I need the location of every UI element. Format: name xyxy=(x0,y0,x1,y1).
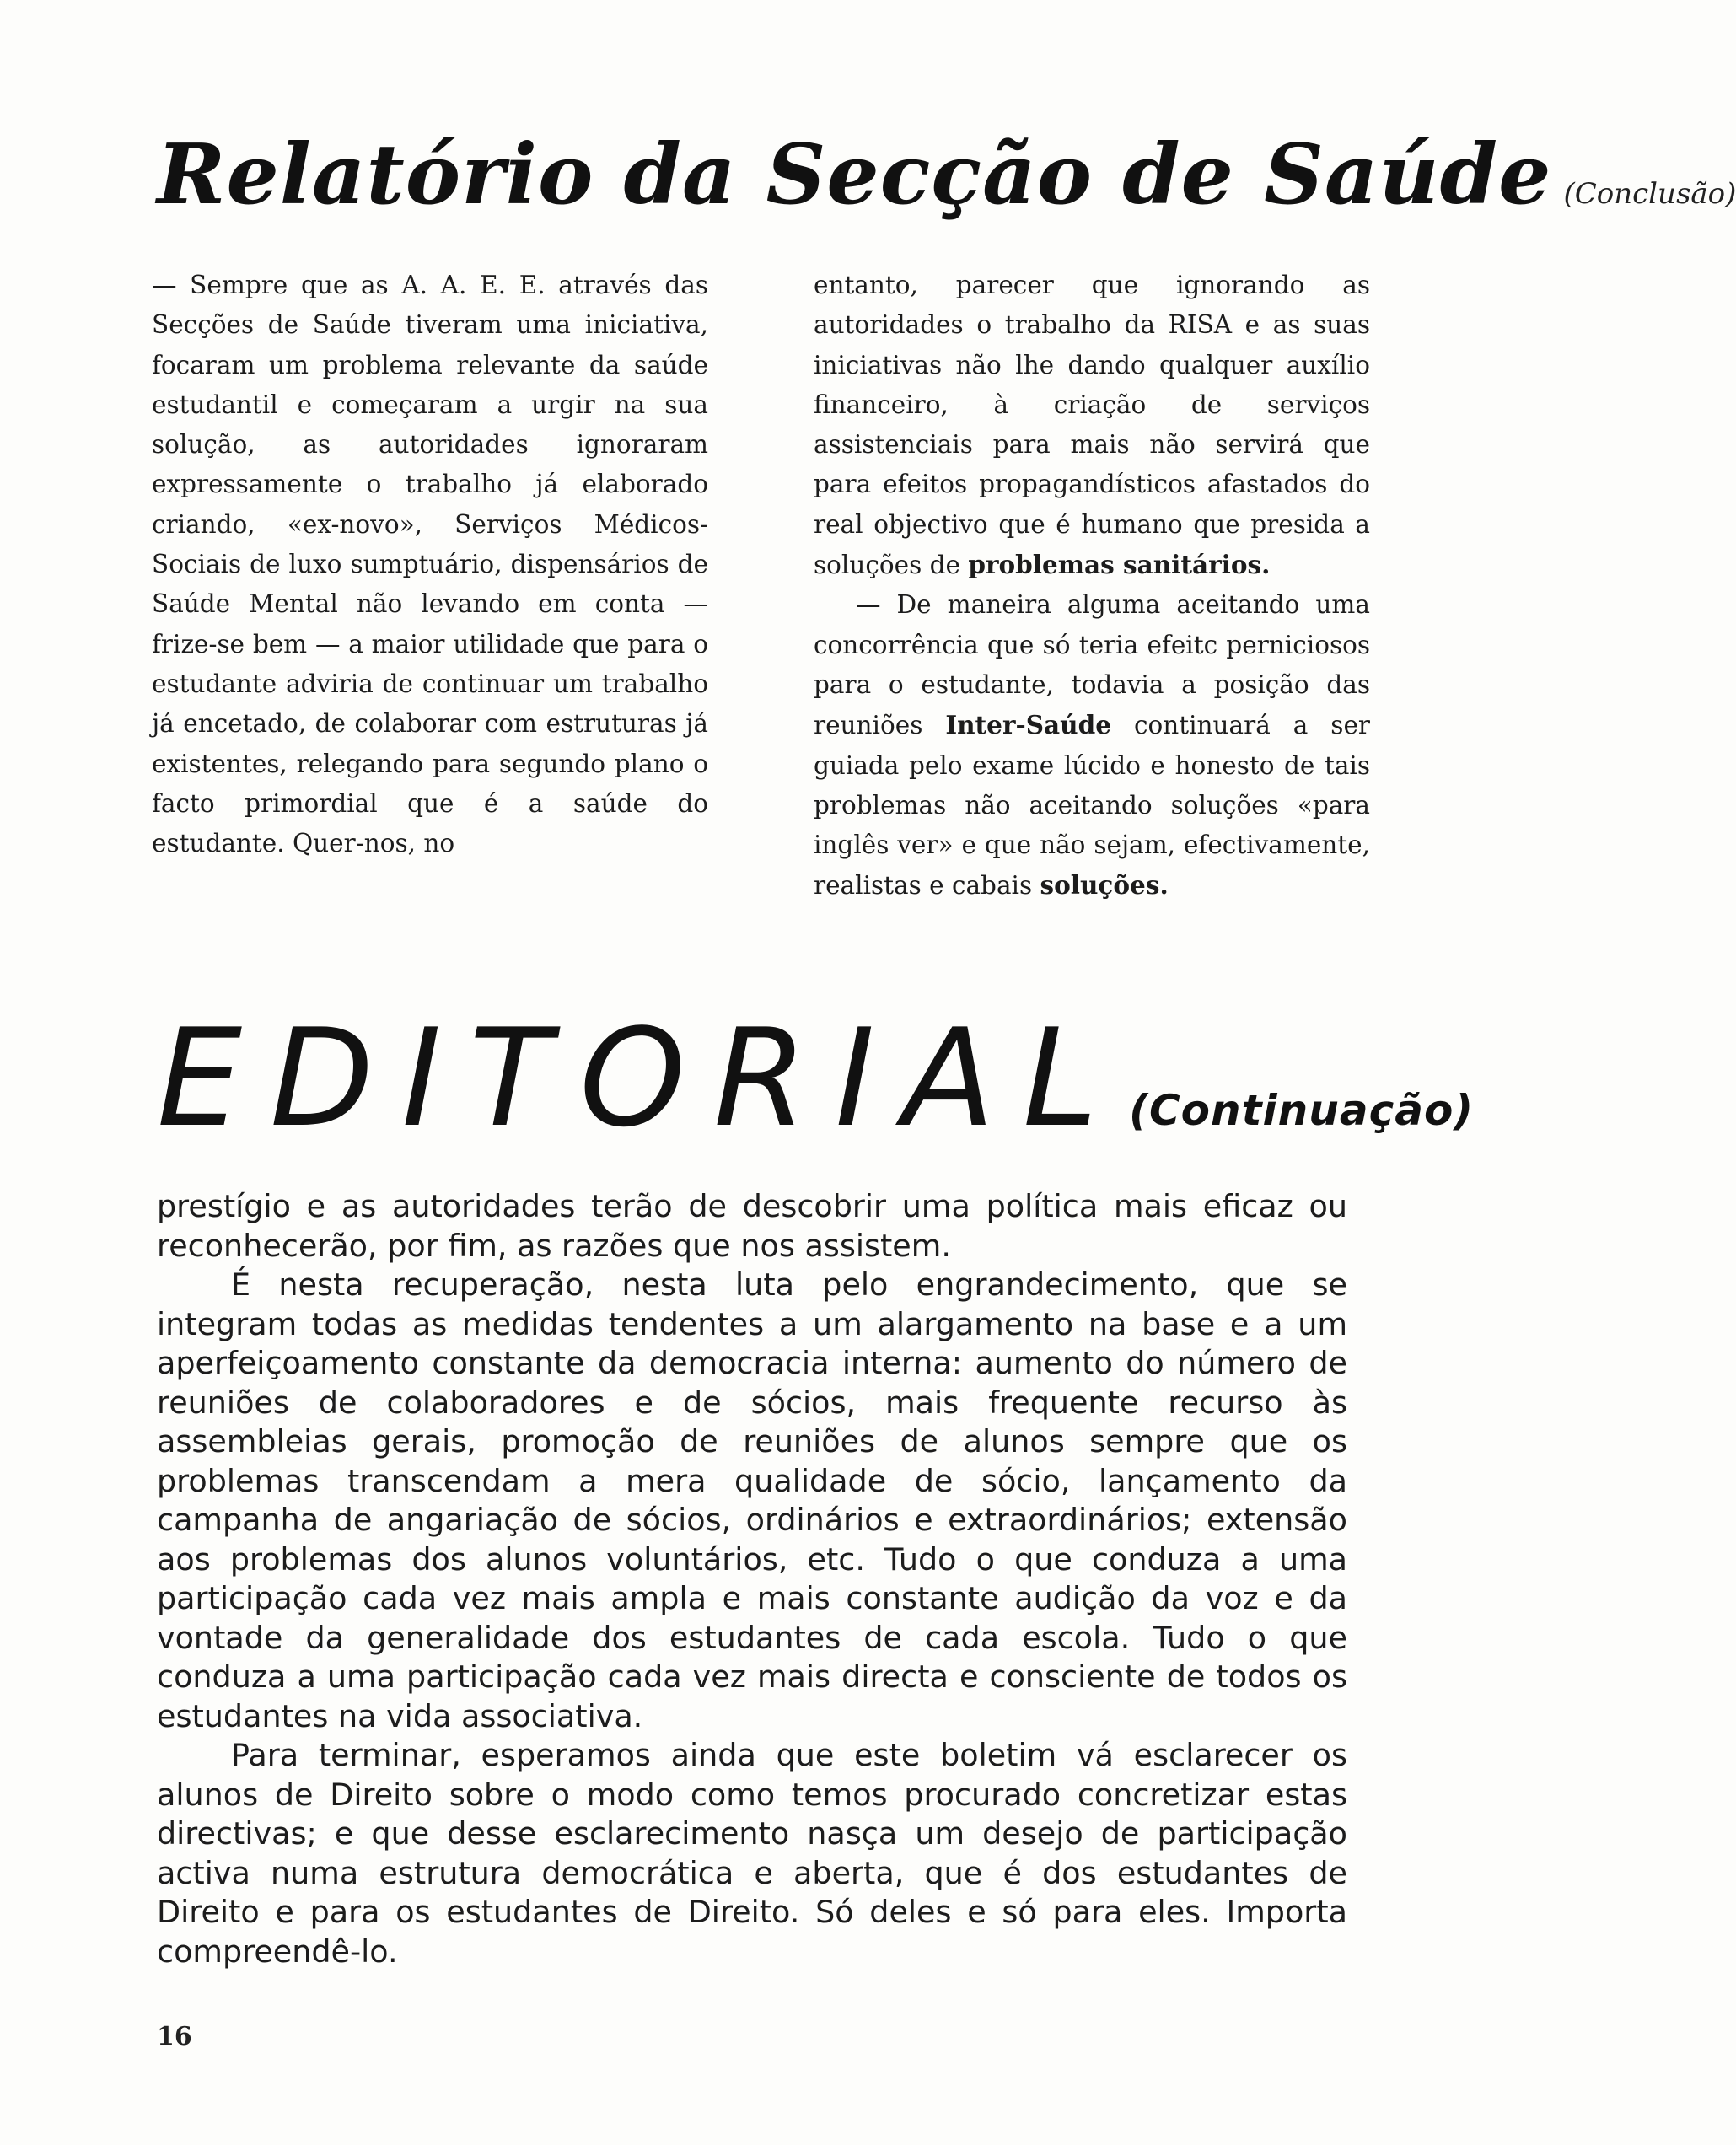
left-column-paragraph: — Sempre que as A. A. E. E. através das Secções de Saúde tiveram uma iniciativa, focaram um problema relevante da saúde estudantil e começaram a urgir na sua solução, as autoridades ignoraram expressamente o trabalho já elaborado criando, «ex-novo», Serviços Médicos-Sociais de luxo sumptuário, dispensários de Saúde Mental não levando em conta — frize-se bem — a maior utilidade que para o estudante adviria de continuar um trabalho já encetado, de colaborar com estruturas já existentes, relegando para segundo plano o facto primordial que é a saúde do estudante. Quer-nos, no xyxy=(152,271,708,858)
right-column-paragraph-1 xyxy=(814,266,1370,585)
bold-text-run: problemas sanitários. xyxy=(968,550,1271,580)
text-run: continuará a ser guiada pelo exame lúcido e honesto de tais problemas não aceitando soluções «para inglês ver» e que não sejam, efectivamente, realistas e cabais xyxy=(814,711,1371,900)
section-heading xyxy=(157,126,1736,223)
editorial-subtitle: (Continuação) xyxy=(1129,1086,1475,1135)
page-number: 16 xyxy=(157,2022,192,2051)
editorial-title: EDITORIAL xyxy=(157,999,1126,1157)
editorial-paragraph: Para terminar, esperamos ainda que este boletim vá esclarecer os alunos de Direito sobre o modo como temos procurado concretizar estas directivas; e que desse esclarecimento nasça um desejo de participação activa numa estrutura democrática e aberta, que é dos estudantes de Direito e para os estudantes de Direito. Só deles e só para eles. Importa compreendê-lo. xyxy=(157,1737,1347,1970)
right-column-paragraph-2 xyxy=(814,585,1370,906)
editorial-body xyxy=(157,1187,1347,1971)
text-run: entanto, parecer que ignorando as autoridades o trabalho da RISA e as suas iniciativas não lhe dando qualquer auxílio financeiro, à criação de serviços assistenciais para mais não servirá que para efeitos propagandísticos afastados do real objectivo que é humano que presida a soluções de xyxy=(814,271,1370,580)
section-subtitle: (Conclusão) xyxy=(1563,177,1736,211)
section-title: Relatório da Secção de Saúde xyxy=(157,126,1552,223)
two-column-text xyxy=(152,266,1371,944)
editorial-paragraph: prestígio e as autoridades terão de descobrir uma política mais eficaz ou reconhecerão, por fim, as razões que nos assistem. xyxy=(157,1188,1347,1264)
editorial-heading xyxy=(157,999,1475,1157)
editorial-paragraph: É nesta recuperação, nesta luta pelo engrandecimento, que se integram todas as medidas tendentes a um alargamento na base e a um aperfeiçoamento constante da democracia interna: aumento do número de reuniões de colaboradores e de sócios, mais frequente recurso às assembleias gerais, promoção de reuniões de alunos sempre que os problemas transcendam a mera qualidade de sócio, lançamento da campanha de angariação de sócios, ordinários e extraordinários; extensão aos problemas dos alunos voluntários, etc. Tudo o que conduza a uma participação cada vez mais ampla e mais constante audição da voz e da vontade da generalidade dos estudantes de cada escola. Tudo o que conduza a uma participação cada vez mais directa e consciente de todos os estudantes na vida associativa. xyxy=(157,1266,1347,1734)
left-column xyxy=(152,266,708,863)
text-run: — De maneira alguma aceitando uma concorrência que só teria efeitc perniciosos para o estudante, todavia a posição das reuniões xyxy=(814,590,1370,740)
bold-text-run: soluções. xyxy=(1040,870,1169,900)
right-column xyxy=(814,266,1370,906)
bold-text-run: Inter-Saúde xyxy=(945,710,1112,740)
